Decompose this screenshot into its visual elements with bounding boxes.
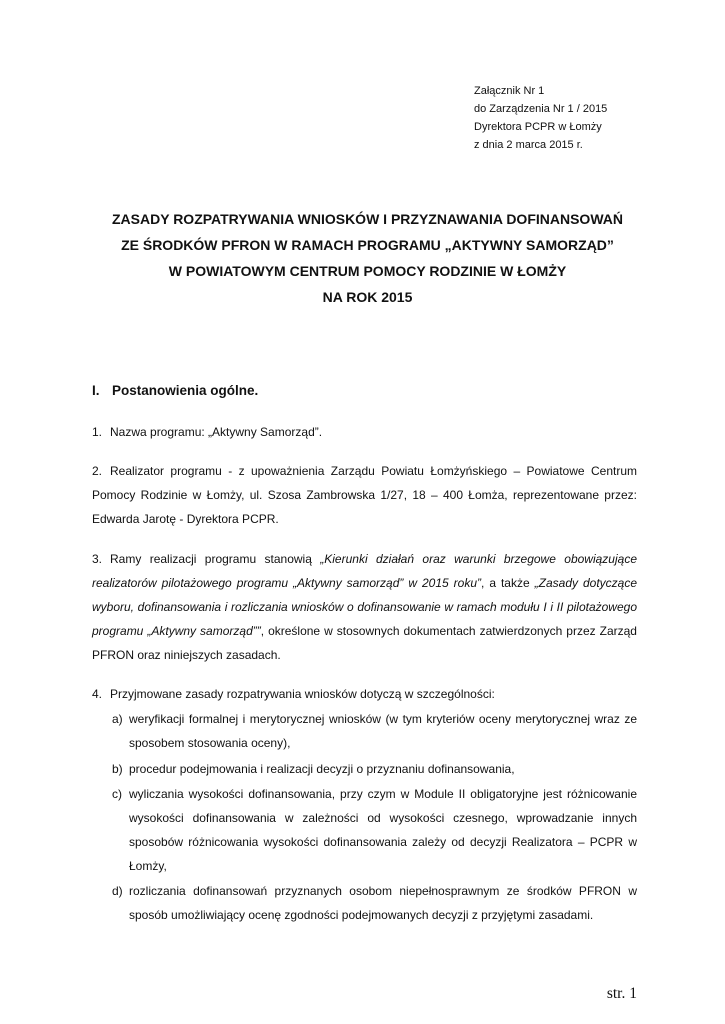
list-item-c [112, 782, 637, 878]
list-marker: d) [112, 884, 123, 898]
paragraph-3-intro: Ramy realizacji programu stanowią [110, 552, 321, 566]
section-title: Postanowienia ogólne. [112, 383, 259, 398]
paragraph-2-line-3: Edwarda Jarotę - Dyrektora PCPR. [92, 512, 279, 526]
list-item-text: wyliczania wysokości dofinansowania, przy czym w Module II obligatoryjne jest różnicowanie wysokości dofinansowania w zależności od wysokości czesnego, wprowadzanie innych sposobów różnicowania wysokości dofinansowania zależy od decyzji Realizatora – PCPR w Łomży, [129, 787, 637, 873]
paragraph-3-citation-2: „Zasady dotyczące wyboru, dofinansowania i rozliczania wniosków o dofinansowanie w ramach modułu I i II pilotażowego programu „Aktywny samorząd”” [92, 576, 637, 638]
paragraph-3 [92, 547, 637, 667]
list-item-text: procedur podejmowania i realizacji decyzji o przyznaniu dofinansowania, [129, 762, 515, 776]
annex-line-1: Załącznik Nr 1 [474, 85, 545, 97]
page-number: str. 1 [606, 985, 637, 1002]
paragraph-2 [92, 459, 637, 531]
paragraph-number: 2. [92, 464, 103, 478]
paragraph-3-outro: , określone w stosownych dokumentach zatwierdzonych przez Zarząd PFRON oraz niniejszych zasadach. [92, 624, 637, 662]
title-line-3: W POWIATOWYM CENTRUM POMOCY RODZINIE W ŁOMŻY [168, 263, 567, 279]
section-number: I. [92, 383, 100, 398]
paragraph-2-line-2: Pomocy Rodzinie w Łomży, ul. Szosa Zambrowska 1/27, 18 – 400 Łomża, reprezentowane przez: [92, 488, 637, 502]
document-title [60, 206, 675, 310]
list-marker: c) [112, 787, 122, 801]
paragraph-2-line-1: Realizator programu - z upoważnienia Zarządu Powiatu Łomżyńskiego – Powiatowe Centrum [110, 464, 637, 478]
annex-header [474, 82, 607, 154]
paragraph-3-citation-1: „Kierunki działań oraz warunki brzegowe obowiązujące realizatorów pilotażowego programu „Aktywny samorząd” w 2015 roku” [92, 552, 637, 590]
paragraph-3-mid: , a także [481, 576, 535, 590]
paragraph-4-intro: Przyjmowane zasady rozpatrywania wniosków dotyczą w szczególności: [110, 687, 495, 701]
list-marker: b) [112, 762, 123, 776]
paragraph-number: 4. [92, 687, 103, 701]
list-item-a [112, 707, 637, 755]
list-marker: a) [112, 712, 123, 726]
paragraph-4 [92, 682, 637, 706]
section-heading [92, 383, 258, 398]
title-line-2: ZE ŚRODKÓW PFRON W RAMACH PROGRAMU „AKTYWNY SAMORZĄD” [121, 237, 614, 253]
list-item-b [112, 757, 637, 781]
paragraph-number: 1. [92, 425, 103, 439]
annex-line-3: Dyrektora PCPR w Łomży [474, 121, 602, 133]
paragraph-1 [92, 420, 637, 444]
paragraph-text: Nazwa programu: „Aktywny Samorząd”. [110, 425, 323, 439]
title-line-4: NA ROK 2015 [322, 289, 413, 305]
title-line-1: ZASADY ROZPATRYWANIA WNIOSKÓW I PRZYZNAWANIA DOFINANSOWAŃ [112, 211, 623, 227]
paragraph-number: 3. [92, 552, 103, 566]
list-item-text: weryfikacji formalnej i merytorycznej wniosków (w tym kryteriów oceny merytorycznej wraz ze sposobem stosowania oceny), [129, 712, 637, 750]
list-item-d [112, 879, 637, 927]
annex-line-4: z dnia 2 marca 2015 r. [474, 139, 583, 151]
annex-line-2: do Zarządzenia Nr 1 / 2015 [474, 103, 608, 115]
list-item-text: rozliczania dofinansowań przyznanych osobom niepełnosprawnym ze środków PFRON w sposób umożliwiający ocenę zgodności podejmowanych decyzji z przyjętymi zasadami. [129, 884, 637, 922]
